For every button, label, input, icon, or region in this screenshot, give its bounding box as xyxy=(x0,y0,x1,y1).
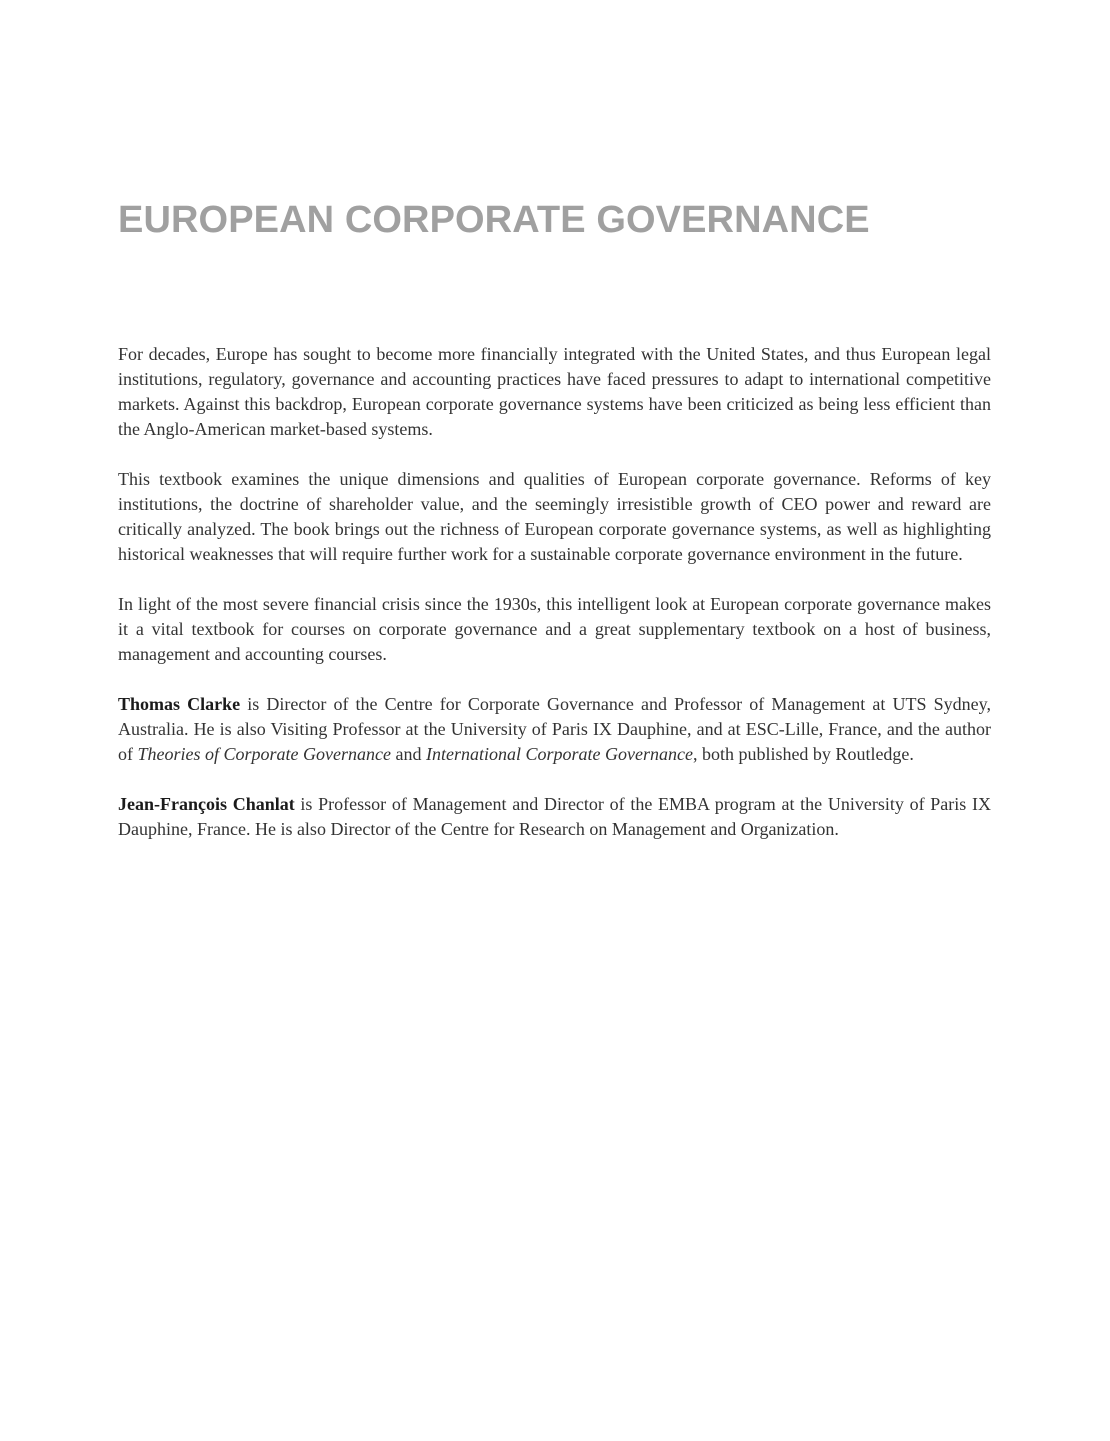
book-title-italic: Theories of Corporate Governance xyxy=(137,744,391,764)
description-paragraph-3: In light of the most severe financial crisis since the 1930s, this intelligent look at European corporate governance makes it a vital textbook for courses on corporate governance and a great supplementary textbook on a host of business, management and accounting courses. xyxy=(118,594,991,664)
author-bio-text: is Professor of Management and Director of the EMBA program at the University of Paris IX Dauphine, France. He is also Director of the Centre for Research on Management and Organization. xyxy=(118,794,991,839)
author-bio-text: and xyxy=(390,744,426,764)
book-title-italic: International Corporate Governance xyxy=(425,744,693,764)
description-paragraph-2: This textbook examines the unique dimensions and qualities of European corporate governance. Reforms of key institutions, the doctrine of shareholder value, and the seemingly irresistible growth of CEO power and reward are critically analyzed. The book brings out the richness of European corporate governance systems, as well as highlighting historical weaknesses that will require further work for a sustainable corporate governance environment in the future. xyxy=(118,469,991,564)
author-name: Thomas Clarke xyxy=(118,694,241,714)
author-bio-text: , both published by Routledge. xyxy=(692,744,914,764)
back-cover-text xyxy=(118,342,991,867)
description-paragraph-1: For decades, Europe has sought to become more financially integrated with the United States, and thus European legal institutions, regulatory, governance and accounting practices have faced pressures to adapt to international competitive markets. Against this backdrop, European corporate governance systems have been criticized as being less efficient than the Anglo-American market-based systems. xyxy=(118,344,991,439)
author-bio-text: is Director of the Centre for Corporate Governance and Professor of Management at UTS Sydney, Australia. He is also Visiting Professor at the University of Paris IX Dauphine, and at ESC-Lille, France, and the author of xyxy=(118,694,991,764)
author-bio-jean-francois-chanlat xyxy=(118,792,991,842)
author-name: Jean-François Chanlat xyxy=(118,794,295,814)
author-bio-thomas-clarke xyxy=(118,692,991,767)
book-title: EUROPEAN CORPORATE GOVERNANCE xyxy=(118,199,870,241)
